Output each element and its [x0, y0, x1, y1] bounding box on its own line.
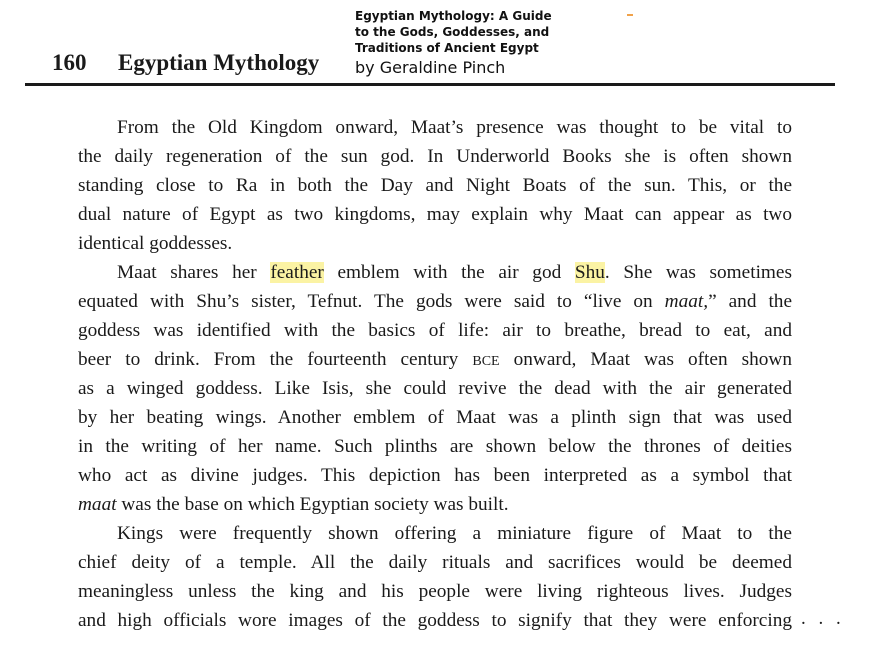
text-line: goddess was identified with the basics of life: air to breathe, bread to eat, and — [78, 320, 792, 341]
running-head-title: Egyptian Mythology — [118, 50, 320, 75]
paragraph-1 — [78, 113, 792, 258]
text-run: equated with Shu’s sister, Tefnut. The gods were said to “live on — [78, 291, 665, 312]
text-line: identical goddesses. — [78, 233, 233, 254]
text-line — [78, 345, 792, 374]
stray-mark — [627, 14, 633, 16]
continuation-ellipsis: . . . — [801, 608, 845, 629]
text-line: Kings were frequently shown offering a miniature figure of Maat to the — [117, 523, 792, 544]
text-line: and high officials wore images of the goddess to signify that they were enforcing — [78, 610, 792, 631]
text-run: onward, Maat was often shown — [499, 349, 792, 370]
book-author: by Geraldine Pinch — [355, 58, 506, 77]
text-line: dual nature of Egypt as two kingdoms, may explain why Maat can appear as two — [78, 204, 792, 225]
text-run: . She was sometimes — [604, 262, 792, 283]
book-title-line-2: to the Gods, Goddesses, and — [355, 25, 550, 39]
text-line — [78, 258, 792, 287]
highlight-feather: feather — [270, 262, 324, 283]
book-title — [355, 8, 595, 56]
text-line: as a winged goddess. Like Isis, she could revive the dead with the air generated — [78, 378, 792, 399]
body-text — [78, 113, 792, 635]
small-caps-era: bce — [472, 349, 500, 370]
text-line: by her beating wings. Another emblem of Maat was a plinth sign that was used — [78, 407, 792, 428]
text-line: standing close to Ra in both the Day and Night Boats of the sun. This, or the — [78, 175, 792, 196]
text-line: meaningless unless the king and his people were living righteous lives. Judges — [78, 581, 792, 602]
italic-term: maat, — [664, 291, 709, 312]
text-line: chief deity of a temple. All the daily rituals and sacrifices would be deemed — [78, 552, 792, 573]
header-rule — [25, 83, 835, 86]
text-run: emblem with the air god — [323, 262, 575, 283]
italic-term: maat — [78, 494, 117, 515]
text-line: in the writing of her name. Such plinths are shown below the thrones of deities — [78, 436, 792, 457]
book-title-line-3: Traditions of Ancient Egypt — [355, 41, 539, 55]
highlight-shu: Shu — [574, 262, 605, 283]
text-line: From the Old Kingdom onward, Maat’s presence was thought to be vital to — [117, 117, 792, 138]
book-title-line-1: Egyptian Mythology: A Guide — [355, 9, 552, 23]
paragraph-3 — [78, 519, 792, 635]
text-run: Maat shares her — [117, 262, 271, 283]
text-line — [78, 287, 792, 316]
text-line — [78, 490, 792, 519]
text-run: ” and the — [708, 291, 793, 312]
text-run: was the base on which Egyptian society was built. — [116, 494, 509, 515]
page-number: 160 — [52, 50, 87, 75]
text-line: who act as divine judges. This depiction has been interpreted as a symbol that — [78, 465, 792, 486]
book-info — [355, 8, 595, 78]
text-run: beer to drink. From the fourteenth century — [78, 349, 473, 370]
text-line: the daily regeneration of the sun god. In Underworld Books she is often shown — [78, 146, 792, 167]
paragraph-2 — [78, 258, 792, 519]
